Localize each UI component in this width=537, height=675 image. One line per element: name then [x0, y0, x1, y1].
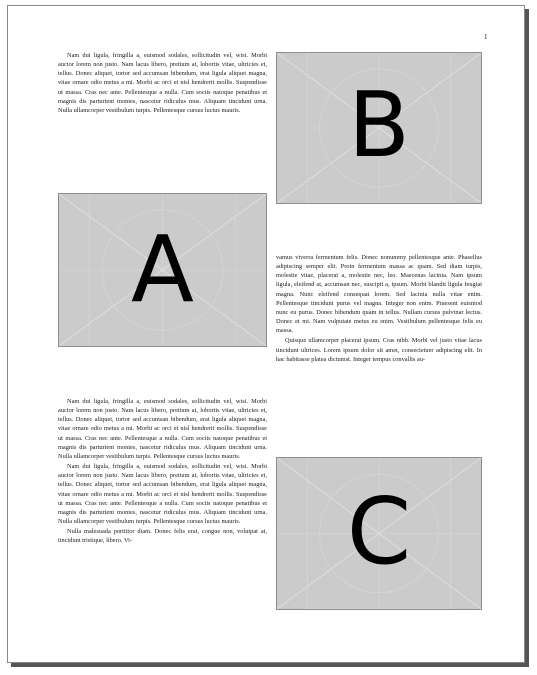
paragraph: Quisque ullamcorper placerat ipsum. Cras nibh. Morbi vel justo vitae lacus tincidunt ultrices. Lorem ipsum dolor sit amet, consectetuer adipiscing elit. In hac habitasse platea dictumst. Integer tempus convallis au- — [276, 337, 482, 363]
figure-a — [58, 193, 267, 347]
paragraph: Nam dui ligula, fringilla a, euismod sodales, sollicitudin vel, wisi. Morbi auctor lorem non justo. Nam lacus libero, pretium at, lobortis vitae, ultricies et, tellus. Donec aliquet, tortor sed accumsan bibendum, erat ligula aliquet magna, vitae ornare odio metus a mi. Morbi ac orci et nisl hendrerit mollis. Suspendisse ut massa. Cras nec ante. Pellentesque a nulla. Cum sociis natoque penatibus et magnis dis parturient montes, nascetur ridiculus mus. Aliquam tincidunt urna. Nulla ullamcorper vestibulum turpis. Pellentesque cursus luctus mauris. — [58, 398, 267, 460]
paragraph: Nam dui ligula, fringilla a, euismod sodales, sollicitudin vel, wisi. Morbi auctor lorem non justo. Nam lacus libero, pretium at, lobortis vitae, ultricies et, tellus. Donec aliquet, tortor sed accumsan bibendum, erat ligula aliquet magna, vitae ornare odio metus a mi. Morbi ac orci et nisl hendrerit mollis. Suspendisse ut massa. Cras nec ante. Pellentesque a nulla. Cum sociis natoque penatibus et magnis dis parturient montes, nascetur ridiculus mus. Aliquam tincidunt urna. Nulla ullamcorper vestibulum turpis. Pellentesque cursus luctus mauris. — [58, 463, 267, 526]
figure-label: C — [346, 478, 412, 585]
left-column-bottom-text — [58, 397, 267, 611]
document-page — [7, 5, 525, 663]
figure-c — [276, 457, 482, 610]
left-column-top-text — [58, 51, 267, 155]
figure-b — [276, 52, 482, 204]
figure-label: B — [348, 73, 410, 178]
paragraph: Nam dui ligula, fringilla a, euismod sodales, sollicitudin vel, wisi. Morbi auctor lorem non justo. Nam lacus libero, pretium at, lobortis vitae, ultricies et, tellus. Donec aliquet, tortor sed accumsan bibendum, erat ligula aliquet magna, vitae ornare odio metus a mi. Morbi ac orci et nisl hendrerit mollis. Suspendisse ut massa. Cras nec ante. Pellentesque a nulla. Cum sociis natoque penatibus et magnis dis parturient montes, nascetur ridiculus mus. Aliquam tincidunt urna. Nulla ullamcorper vestibulum turpis. Pellentesque cursus luctus mauris. — [58, 52, 267, 114]
page-number: 1 — [484, 33, 488, 41]
figure-label: A — [131, 216, 194, 323]
paragraph: Nulla malesuada porttitor diam. Donec felis erat, congue non, volutpat at, tincidunt tristique, libero. Vi- — [58, 528, 267, 545]
paragraph: vamus viverra fermentum felis. Donec nonummy pellentesque ante. Phasellus adipiscing semper elit. Proin fermentum massa ac quam. Sed diam turpis, molestie vitae, placerat a, molestie nec, leo. Maecenas lacinia. Nam ipsum ligula, eleifend at, accumsan nec, suscipit a, ipsum. Morbi blandit ligula feugiat magna. Nunc eleifend consequat lorem. Sed lacinia nulla vitae enim. Pellentesque tincidunt purus vel magna. Integer non enim. Praesent euismod nunc eu purus. Donec bibendum quam in tellus. Nullam cursus pulvinar lectus. Donec et mi. Nam vulputate metus eu enim. Vestibulum pellentesque felis eu massa. — [276, 254, 482, 335]
right-column-middle-text — [276, 253, 482, 410]
